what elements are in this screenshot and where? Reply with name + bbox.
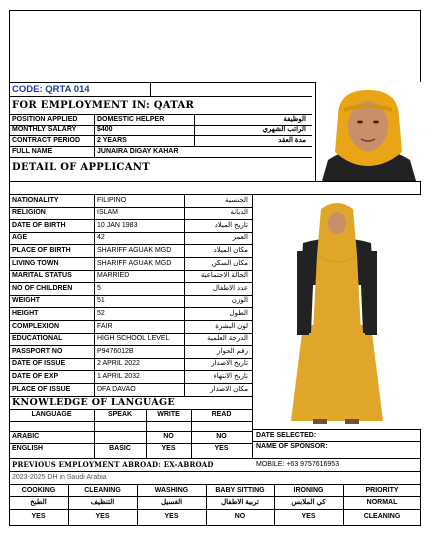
skill-value: YES [164, 513, 179, 520]
detail-arabic: الديانة [230, 209, 248, 217]
applicant-header: DETAIL OF APPLICANT [12, 162, 150, 173]
top-field-value: DOMESTIC HELPER [97, 116, 165, 123]
top-field-arabic: مدة العقد [278, 137, 306, 144]
divider [9, 496, 421, 497]
skill-name: CLEANING [84, 487, 121, 494]
skill-name: BABY SITTING [215, 487, 265, 494]
divider [9, 157, 312, 158]
divider [94, 194, 95, 396]
divider [9, 509, 421, 510]
detail-value: 1 APRIL 2032 [97, 372, 140, 380]
skill-name: COOKING [21, 487, 56, 494]
detail-label: RELIGION [12, 209, 46, 217]
detail-label: PLACE OF ISSUE [12, 385, 71, 393]
detail-label: DATE OF ISSUE [12, 360, 66, 368]
language-column-header: WRITE [157, 411, 180, 418]
previous-employment-header: PREVIOUS EMPLOYMENT ABROAD: EX-ABROAD [12, 460, 214, 469]
language-read: NO [216, 433, 227, 440]
detail-value: SHARIFF AGUAK MGD [97, 259, 172, 267]
detail-arabic: الطول [229, 309, 248, 317]
detail-value: FAIR [97, 322, 113, 330]
applicant-code: CODE: QRTA 014 [12, 84, 90, 95]
language-column-header: SPEAK [107, 411, 133, 418]
skill-value: YES [31, 513, 46, 520]
top-field-value: JUNAIRA DIGAY KAHAR [97, 148, 179, 155]
detail-label: NO OF CHILDREN [12, 284, 73, 292]
employment-header: FOR EMPLOYMENT IN: QATAR [12, 100, 195, 111]
detail-arabic: تاريخ الاصدار [211, 360, 248, 368]
detail-arabic: مكان الميلاد [213, 246, 248, 254]
detail-value: 42 [97, 234, 105, 242]
detail-label: HEIGHT [12, 309, 39, 317]
divider [194, 114, 195, 147]
top-field-arabic: الراتب الشهري [262, 126, 306, 133]
top-field-label: POSITION APPLIED [12, 116, 78, 123]
divider [9, 421, 252, 422]
detail-value: ISLAM [97, 209, 119, 217]
detail-value: 2 APRIL 2022 [97, 360, 140, 368]
detail-value: MARRIED [97, 272, 130, 280]
divider [9, 458, 421, 459]
divider [9, 484, 421, 485]
skill-value: NO [234, 513, 246, 520]
skill-name: IRONING [293, 487, 324, 494]
language-read: YES [214, 445, 229, 452]
detail-arabic: مكان السكن [211, 259, 248, 267]
detail-label: MARITAL STATUS [12, 272, 72, 280]
language-name: ENGLISH [12, 445, 44, 452]
detail-arabic: الحالة الاجتماعية [200, 272, 248, 280]
detail-label: LIVING TOWN [12, 259, 59, 267]
detail-label: DATE OF EXP [12, 372, 59, 380]
top-field-arabic: الوظيفة [283, 116, 306, 123]
skill-name-arabic: تربية الاطفال [221, 499, 259, 506]
top-field-value: 2 YEARS [97, 137, 127, 144]
divider [9, 471, 421, 472]
skill-value: YES [95, 513, 110, 520]
detail-arabic: لون البشرة [215, 322, 248, 330]
detail-label: AGE [12, 234, 28, 242]
detail-label: COMPLEXION [12, 322, 60, 330]
top-field-label: CONTRACT PERIOD [12, 137, 81, 144]
divider [94, 114, 95, 157]
language-write: NO [163, 433, 174, 440]
skill-name: WASHING [154, 487, 189, 494]
detail-arabic: تاريخ الميلاد [214, 221, 248, 229]
priority-task: CLEANING [363, 513, 401, 520]
detail-label: PLACE OF BIRTH [12, 246, 71, 254]
detail-arabic: الجنسية [225, 196, 248, 204]
mobile-number: MOBILE: +63 9757616953 [256, 461, 340, 468]
language-write: YES [161, 445, 176, 452]
detail-value: SHARIFF AGUAK MGD [97, 246, 172, 254]
skill-name-arabic: الطبخ [30, 499, 47, 506]
top-field-label: MONTHLY SALARY [12, 126, 77, 133]
top-field-value: $400 [97, 126, 113, 133]
top-field-label: FULL NAME [12, 148, 53, 155]
detail-value: 5 [97, 284, 101, 292]
detail-value: P9476012B [97, 347, 134, 355]
detail-value: DFA DAVAO [97, 385, 136, 393]
detail-arabic: الدرجة العلمية [207, 335, 248, 343]
detail-value: HIGH SCHOOL LEVEL [97, 335, 170, 343]
priority-label: PRIORITY [365, 487, 399, 494]
detail-arabic: الوزن [231, 297, 248, 305]
divider [252, 441, 421, 442]
detail-arabic: عدد الاطفال [212, 284, 248, 292]
detail-label: PASSPORT NO [12, 347, 63, 355]
full-body-image [253, 195, 421, 429]
detail-value: 10 JAN 1983 [97, 221, 138, 229]
divider [184, 194, 185, 396]
skill-value: YES [301, 513, 316, 520]
detail-value: 52 [97, 309, 105, 317]
divider [252, 429, 421, 430]
detail-label: NATIONALITY [12, 196, 59, 204]
detail-value: 51 [97, 297, 105, 305]
detail-arabic: العمر [232, 234, 248, 242]
skill-name-arabic: كي الملابس [291, 499, 326, 506]
language-column-header: READ [211, 411, 232, 418]
skill-name-arabic: الغسيل [160, 499, 183, 506]
priority-level: NORMAL [366, 499, 398, 506]
divider [150, 82, 151, 96]
language-speak: BASIC [109, 445, 131, 452]
sponsor-label: NAME OF SPONSOR: [256, 443, 328, 450]
divider [9, 96, 312, 97]
date-selected-label: DATE SELECTED: [256, 432, 317, 439]
language-name: ARABIC [12, 433, 40, 440]
previous-employment-entry: 2023-2025 DH in Saudi Arabia [12, 474, 107, 481]
full-body-photo [253, 195, 421, 429]
language-column-header: LANGUAGE [31, 411, 72, 418]
detail-arabic: تاريخ الانتهاء [213, 372, 248, 380]
headshot-photo [315, 82, 421, 181]
language-header: KNOWLEDGE OF LANGUAGE [12, 397, 175, 408]
detail-value: FILIPINO [97, 196, 127, 204]
headshot-image [316, 82, 421, 181]
detail-arabic: مكان الاصدار [210, 385, 248, 393]
skill-name-arabic: التنظيف [90, 499, 115, 506]
detail-label: DATE OF BIRTH [12, 221, 66, 229]
detail-label: EDUCATIONAL [12, 335, 63, 343]
detail-arabic: رقم الجواز [217, 347, 248, 355]
detail-label: WEIGHT [12, 297, 40, 305]
divider [9, 181, 421, 182]
